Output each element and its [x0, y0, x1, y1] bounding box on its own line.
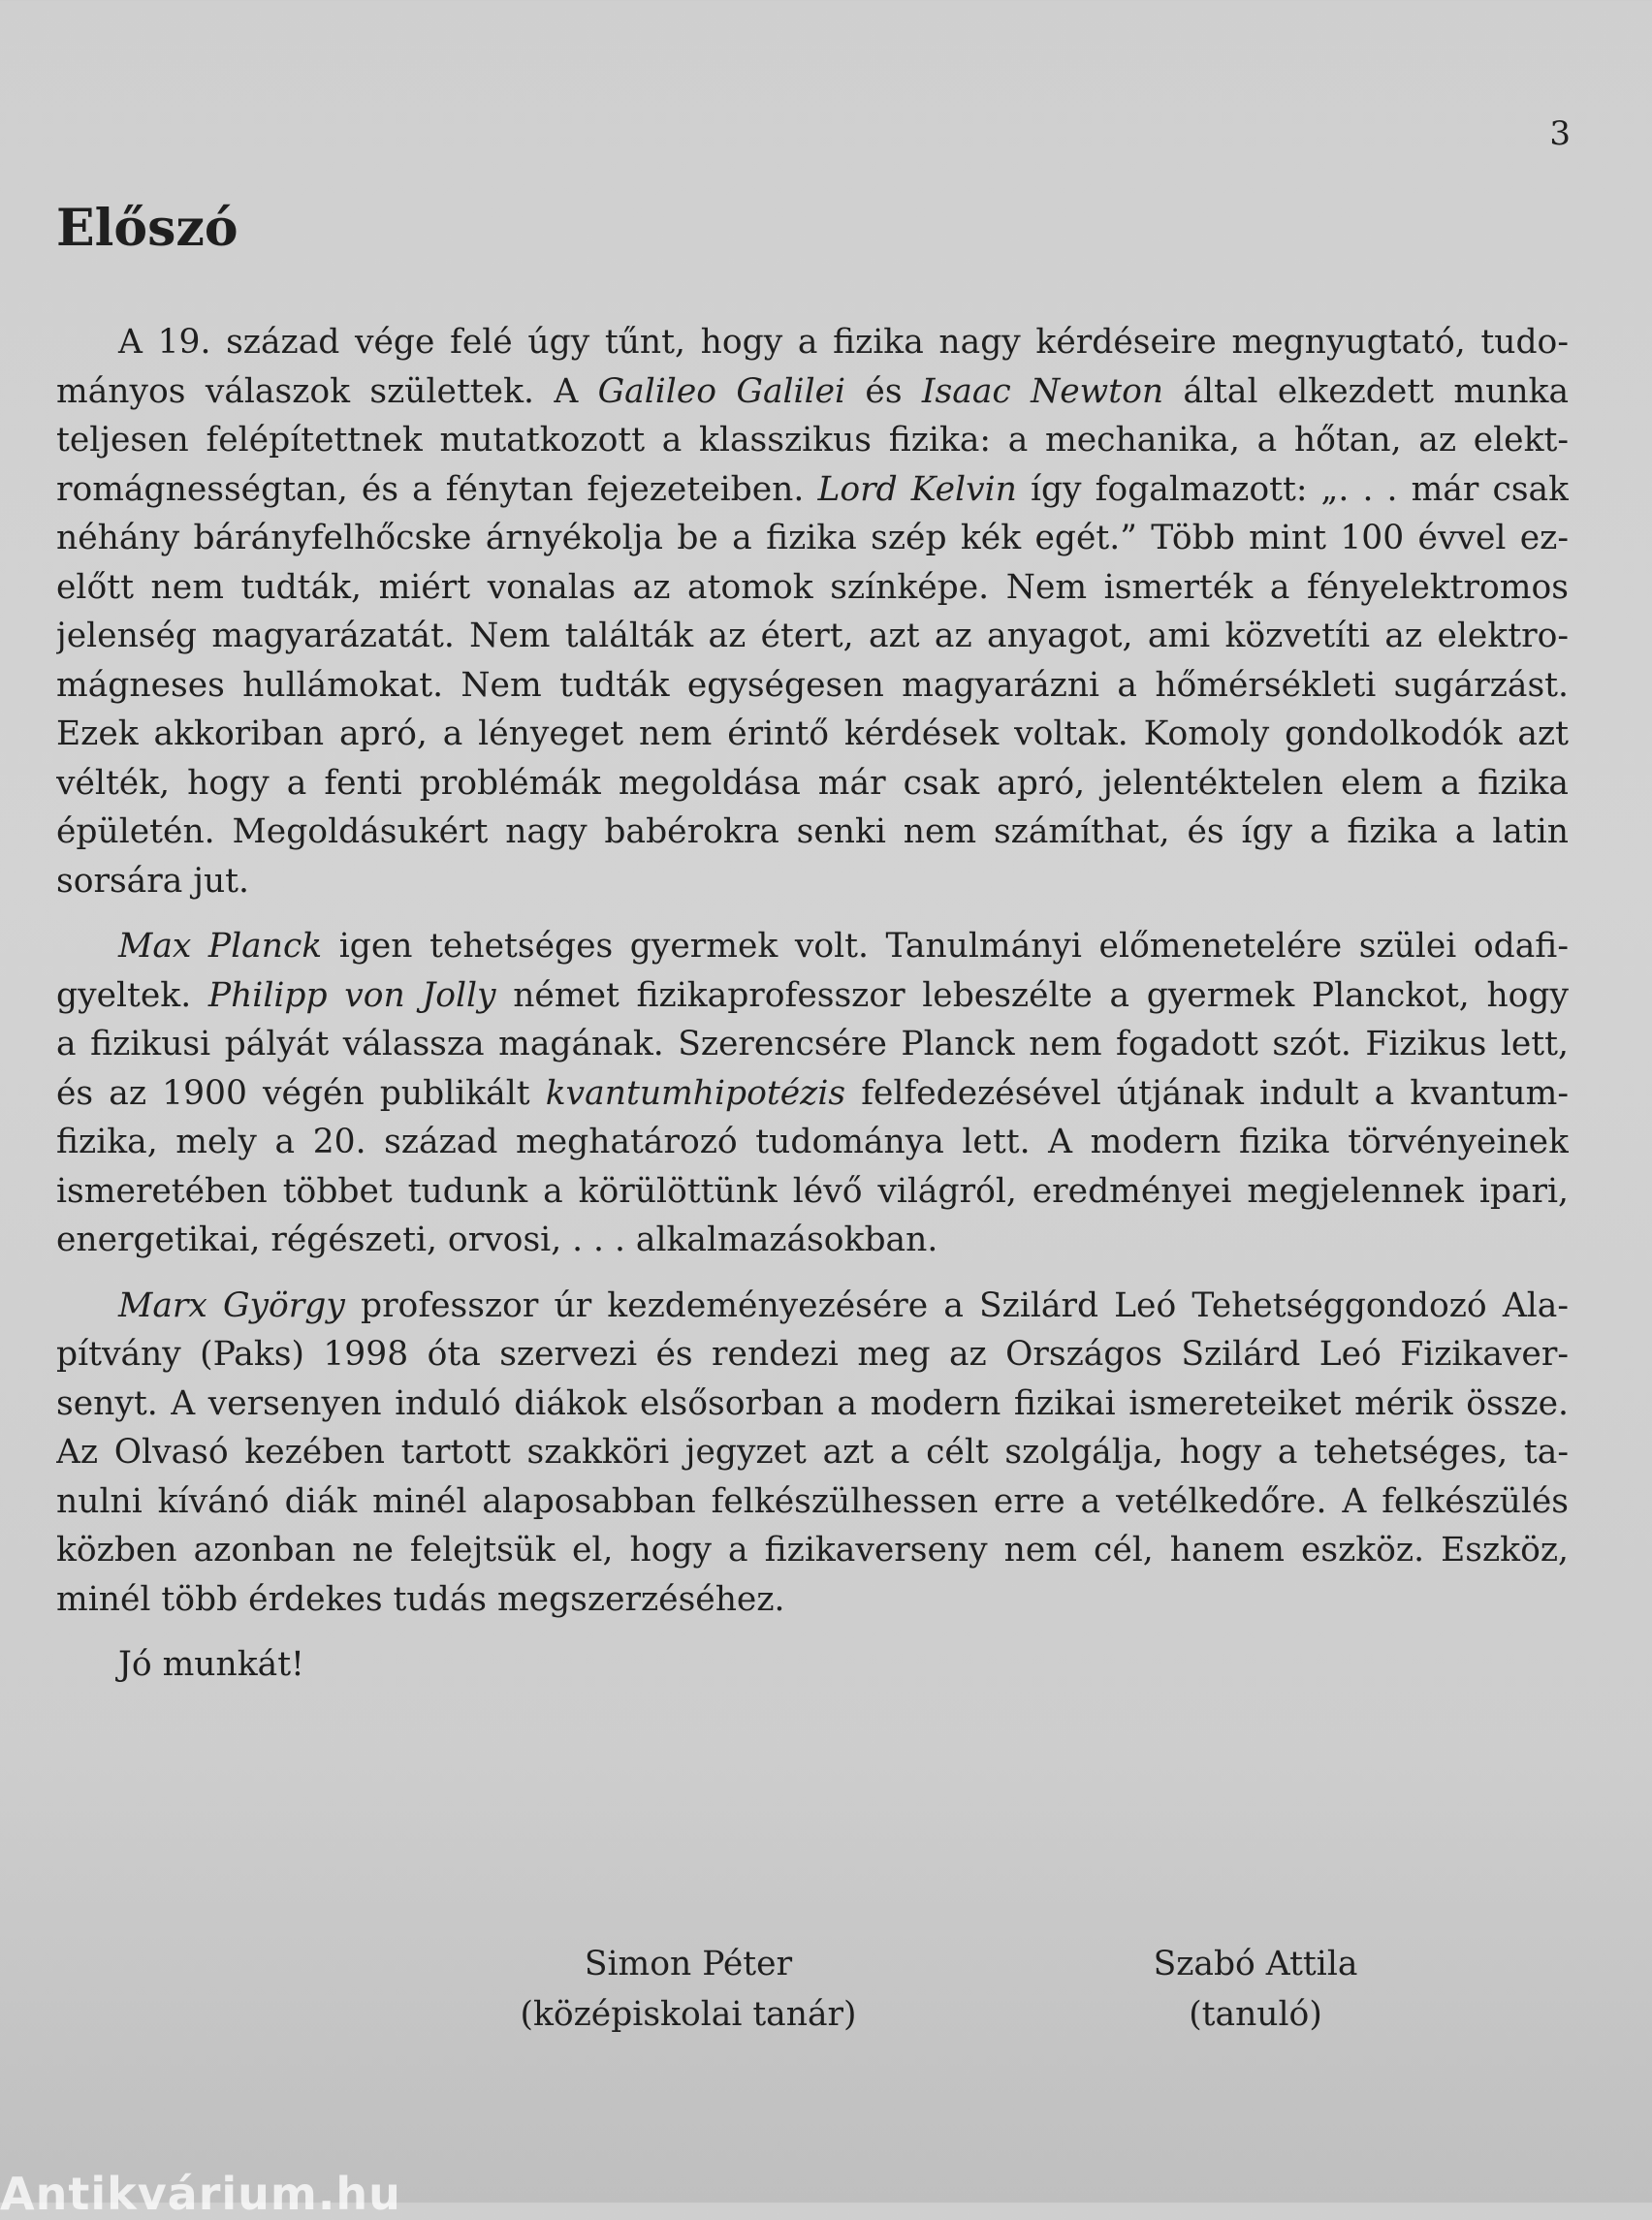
text-line: a fizikusi pályát válassza magának. Szerencsére Planck nem fogadott szót. Fizikus lett,: [56, 1025, 1569, 1063]
text-line: Max Planck igen tehetséges gyermek volt. Tanulmányi előmenetelére szülei odafi-: [118, 927, 1569, 966]
text-line: A 19. század vége felé úgy tűnt, hogy a fizika nagy kérdéseire megnyugtató, tudo-: [118, 323, 1569, 362]
text-line: néhány bárányfelhőcske árnyékolja be a fizika szép kék egét.” Több mint 100 évvel ez-: [56, 519, 1569, 557]
text-line: gyeltek. Philipp von Jolly német fizikaprofesszor lebeszélte a gyermek Planckot, hogy: [56, 975, 1569, 1015]
text-line: ismeretében többet tudunk a körülöttünk lévő világról, eredményei megjelennek ipari,: [56, 1171, 1569, 1211]
text-line: minél több érdekes tudás megszerzéséhez.: [56, 1579, 785, 1619]
text-line: nulni kívánó diák minél alaposabban felkészülhessen erre a vetélkedőre. A felkészülés: [56, 1481, 1569, 1521]
text-line: Ezek akkoriban apró, a lényeget nem érintő kérdések voltak. Komoly gondolkodók azt: [56, 714, 1569, 753]
text-line: mágneses hullámokat. Nem tudták egységesen magyarázni a hőmérsékleti sugárzást.: [56, 665, 1569, 705]
paragraph: [56, 922, 1569, 1265]
paragraph: [56, 318, 1569, 905]
text-line: energetikai, régészeti, orvosi, . . . alkalmazásokban.: [56, 1221, 938, 1259]
text-line: és az 1900 végén publikált kvantumhipotézis felfedezésével útjának indult a kvantum-: [56, 1073, 1569, 1113]
closing-text: Jó munkát!: [118, 1645, 304, 1684]
text-line: romágnességtan, és a fénytan fejezeteiben. Lord Kelvin így fogalmazott: „. . . már csak: [56, 469, 1569, 509]
signature-name: Szabó Attila: [1153, 1945, 1358, 1983]
text-line: előtt nem tudták, miért vonalas az atomok színképe. Nem ismerték a fényelektromos: [56, 567, 1569, 607]
page-title: Előszó: [56, 199, 238, 258]
signature-simon: [485, 1939, 892, 2040]
paragraph: [56, 1282, 1569, 1625]
text-line: közben azonban ne felejtsük el, hogy a fizikaverseny nem cél, hanem eszköz. Eszköz,: [56, 1531, 1569, 1570]
text-line: épületén. Megoldásukért nagy babérokra senki nem számíthat, és így a fizika a latin: [56, 812, 1569, 851]
signature-szabo: [1096, 1939, 1415, 2040]
preface-body: [56, 318, 1569, 1690]
text-line: fizika, mely a 20. század meghatározó tudománya lett. A modern fizika törvényeinek: [56, 1123, 1569, 1161]
text-line: pítvány (Paks) 1998 óta szervezi és rendezi meg az Országos Szilárd Leó Fizikaver-: [56, 1335, 1569, 1374]
text-line: senyt. A versenyen induló diákok elsősorban a modern fizikai ismereteiket mérik össze.: [56, 1383, 1569, 1423]
text-line: Az Olvasó kezében tartott szakköri jegyzet azt a célt szolgálja, hogy a tehetséges, ta-: [56, 1433, 1569, 1472]
watermark: Antikvárium.hu: [0, 2168, 401, 2220]
text-line: sorsára jut.: [56, 861, 250, 901]
signature-role: (középiskolai tanár): [520, 1995, 857, 2034]
signature-name: Simon Péter: [584, 1945, 793, 1983]
text-line: vélték, hogy a fenti problémák megoldása már csak apró, jelentéktelen elem a fizika: [56, 763, 1569, 803]
text-line: mányos válaszok születtek. A Galileo Galilei és Isaac Newton által elkezdett munka: [56, 371, 1569, 411]
text-line: jelenség magyarázatát. Nem találták az étert, azt az anyagot, ami közvetíti az elektro-: [56, 617, 1569, 655]
page-number: 3: [1549, 114, 1571, 153]
signature-role: (tanuló): [1189, 1995, 1322, 2034]
text-line: teljesen felépítettnek mutatkozott a klasszikus fizika: a mechanika, a hőtan, az elekt-: [56, 421, 1569, 460]
text-line: Marx György professzor úr kezdeményezésére a Szilárd Leó Tehetséggondozó Ala-: [118, 1285, 1569, 1325]
